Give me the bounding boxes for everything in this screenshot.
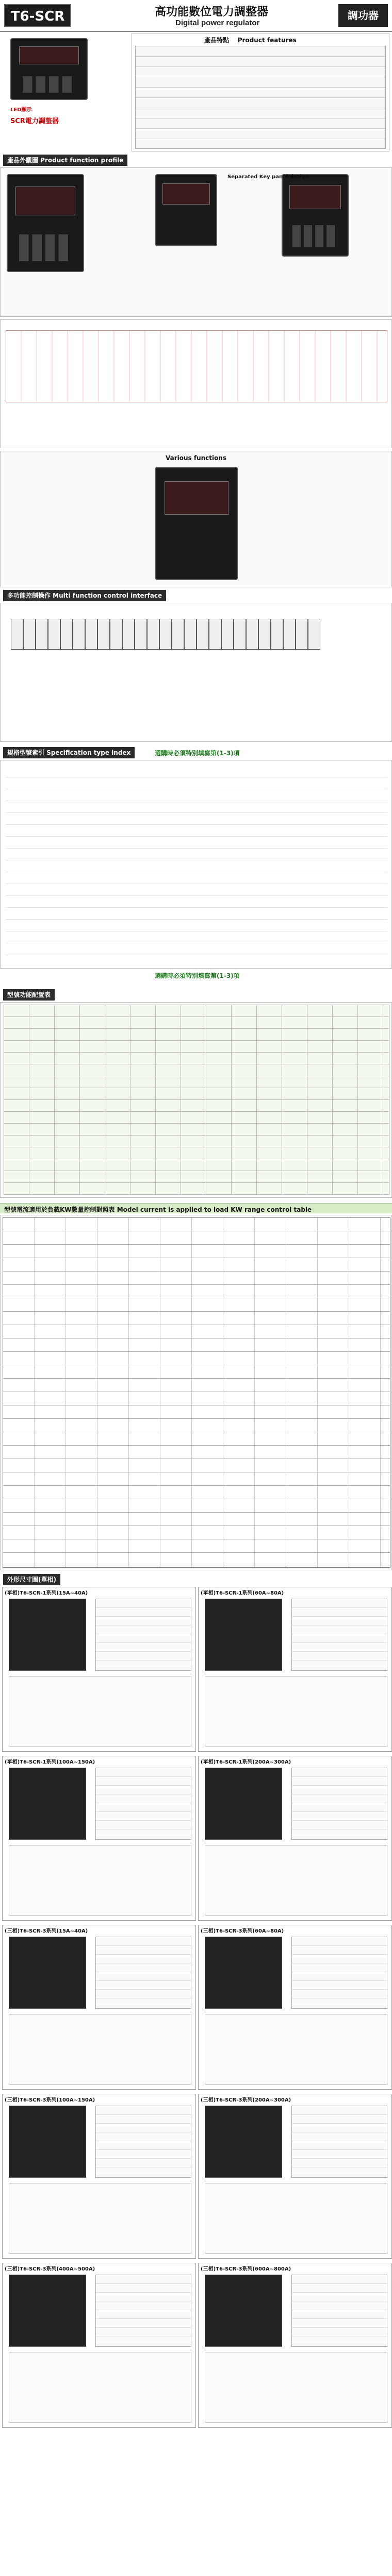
section-model-table: 型號功能配置表 (3, 989, 55, 1001)
keypad (23, 76, 75, 93)
dimension-caption: (單相)T6-SCR-1系列(100A~150A) (5, 1759, 95, 1765)
product-image (10, 38, 88, 100)
dimension-drawing (95, 2275, 191, 2347)
product-tag: SCR電力調整器 (10, 117, 59, 125)
dimension-sheet (2, 1925, 196, 2090)
dimension-sheet (198, 1925, 392, 2090)
dimension-product-image (205, 2275, 282, 2347)
dimension-front-drawing (205, 2352, 387, 2423)
dimension-caption: (單相)T6-SCR-1系列(60A~80A) (201, 1590, 284, 1596)
curves-area (0, 319, 392, 448)
dimension-sheet (198, 1587, 392, 1752)
dimension-sheet (198, 2263, 392, 2428)
dimension-front-drawing (205, 1676, 387, 1747)
profile-area (0, 167, 392, 317)
dimension-product-image (9, 1768, 86, 1840)
dimension-front-drawing (9, 2014, 191, 2085)
section-panel-profile: 產品外觀圖 Product function profile (3, 155, 127, 166)
dimension-drawing (95, 1599, 191, 1671)
spec-index-area (0, 760, 392, 969)
side-image (155, 174, 217, 246)
output-waveform (6, 330, 387, 402)
features-heading-en: Product features (237, 37, 297, 44)
current-table-grid (3, 1217, 390, 1568)
page-subtitle: Digital power regulator (175, 19, 260, 27)
corner-badge: 調功器 (338, 4, 388, 27)
dimension-caption: (三相)T6-SCR-3系列(100A~150A) (5, 2097, 95, 2103)
dimension-sheet (2, 1756, 196, 1921)
dimension-front-drawing (205, 1845, 387, 1916)
section-spec-index: 規格型號索引 Specification type index (3, 747, 135, 758)
display-screen (19, 46, 79, 64)
dimension-front-drawing (205, 2183, 387, 2254)
dimension-product-image (205, 1599, 282, 1671)
dimension-product-image (205, 2106, 282, 2178)
dimension-drawing (291, 1599, 387, 1671)
dimension-product-image (9, 2106, 86, 2178)
dimension-product-image (205, 1768, 282, 1840)
model-function-table (0, 1002, 392, 1198)
dimension-sheets (0, 1587, 392, 2576)
model-badge: T6-SCR (4, 4, 71, 27)
header (0, 0, 392, 32)
dimension-product-image (9, 1599, 86, 1671)
dimension-front-drawing (9, 2183, 191, 2254)
dimension-product-image (9, 2275, 86, 2347)
functions-area (0, 451, 392, 587)
dimension-sheet (198, 1756, 392, 1921)
function-matrix (4, 1005, 389, 1195)
dimension-drawing (291, 1768, 387, 1840)
wiring-diagram (0, 603, 392, 742)
section-current-table: 型號電流適用於負載KW數量控制對照表 Model current is applied to load KW range control table (0, 1203, 392, 1213)
dimension-front-drawing (9, 1676, 191, 1747)
spec-tree (6, 766, 387, 961)
dimension-front-drawing (9, 2352, 191, 2423)
separate-panel-label: Separated Key panel design (227, 174, 309, 180)
dimension-drawing (291, 2275, 387, 2347)
dimension-drawing (95, 2106, 191, 2178)
dimension-caption: (三相)T6-SCR-3系列(600A~800A) (201, 2266, 291, 2272)
product-3d-image (155, 467, 238, 580)
dimension-caption: (單相)T6-SCR-1系列(15A~40A) (5, 1590, 88, 1596)
various-functions-label: Various functions (166, 454, 227, 462)
led-label: LED顯示 (10, 107, 32, 113)
features-box (132, 33, 389, 151)
dimension-caption: (三相)T6-SCR-3系列(200A~300A) (201, 2097, 291, 2103)
dimension-front-drawing (9, 1845, 191, 1916)
dimension-drawing (95, 1937, 191, 2009)
dimension-caption: (三相)T6-SCR-3系列(400A~500A) (5, 2266, 95, 2272)
dimension-drawing (291, 2106, 387, 2178)
front-panel-image (7, 174, 84, 272)
section-dims-1: 外形尺寸圖(單相) (3, 1574, 60, 1585)
current-table (0, 1215, 392, 1570)
section-multi-function: 多功能控制操作 Multi function control interface (3, 590, 166, 601)
features-heading (204, 36, 297, 44)
page-title: 高功能數位電力調整器 (155, 5, 269, 19)
dimension-caption: (三相)T6-SCR-3系列(15A~40A) (5, 1928, 88, 1934)
dimension-sheet (2, 2094, 196, 2259)
dimension-product-image (9, 1937, 86, 2009)
dimension-front-drawing (205, 2014, 387, 2085)
dimension-caption: (三相)T6-SCR-3系列(60A~80A) (201, 1928, 284, 1934)
keypad-panel-image (282, 174, 349, 257)
dimension-sheet (198, 2094, 392, 2259)
dimension-drawing (95, 1768, 191, 1840)
green-note-2: 選購時必須特別填寫第(1-3)項 (155, 972, 240, 979)
features-table (135, 46, 386, 149)
product-hero (0, 33, 129, 151)
dimension-product-image (205, 1937, 282, 2009)
dimension-sheet (2, 2263, 196, 2428)
green-note-1: 選購時必須特別填寫第(1-3)項 (155, 750, 240, 757)
features-heading-cn: 產品特點 (204, 37, 230, 44)
terminal-block (11, 619, 320, 650)
dimension-caption: (單相)T6-SCR-1系列(200A~300A) (201, 1759, 291, 1765)
dimension-sheet (2, 1587, 196, 1752)
dimension-drawing (291, 1937, 387, 2009)
